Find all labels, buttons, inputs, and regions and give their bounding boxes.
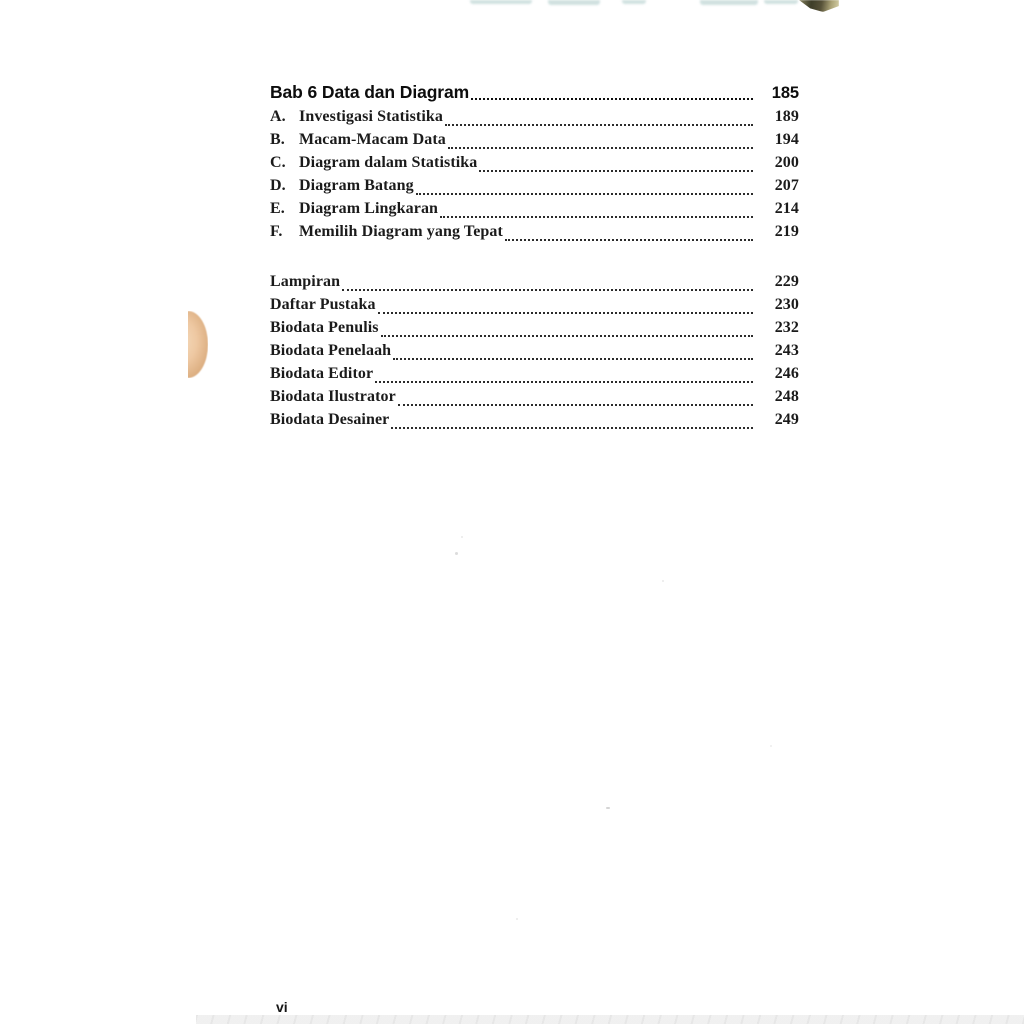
toc-chapter-row: [270, 82, 799, 106]
toc-backmatter-row: [270, 342, 799, 365]
item-label: Diagram dalam Statistika: [299, 154, 478, 171]
backmatter-page-number: 248: [774, 388, 799, 405]
toc-backmatter-row: [270, 365, 799, 388]
dot-leader: [445, 124, 753, 126]
backmatter-label: Daftar Pustaka: [270, 296, 376, 313]
item-page-number: 214: [774, 200, 799, 217]
dot-leader: [375, 381, 753, 383]
item-label: Investigasi Statistika: [299, 108, 443, 125]
toc-backmatter-row: [270, 273, 799, 296]
toc-item-row: [270, 223, 799, 246]
item-page-number: 194: [774, 131, 799, 148]
toc-backmatter-row: [270, 388, 799, 411]
top-edge-smudge: [548, 0, 600, 5]
dot-leader: [342, 289, 753, 291]
finger-artifact: [188, 311, 208, 378]
item-page-number: 200: [774, 154, 799, 171]
table-of-contents: [270, 82, 799, 434]
item-label: Diagram Lingkaran: [299, 200, 439, 217]
backmatter-label: Biodata Penelaah: [270, 342, 392, 359]
backmatter-label: Lampiran: [270, 273, 341, 290]
backmatter-page-number: 232: [774, 319, 799, 336]
finger-artifact-blob: [188, 311, 208, 378]
toc-item-row: [270, 131, 799, 154]
item-label: Memilih Diagram yang Tepat: [299, 223, 503, 240]
folio-page-number: vi: [276, 999, 288, 1015]
toc-item-row: [270, 108, 799, 131]
dot-leader: [378, 312, 753, 314]
dot-leader: [398, 404, 753, 406]
section-gap: [270, 246, 799, 273]
item-letter: B.: [270, 131, 285, 148]
dot-leader: [479, 170, 753, 172]
backmatter-label: Biodata Editor: [270, 365, 374, 382]
backmatter-page-number: 230: [774, 296, 799, 313]
backmatter-page-number: 229: [774, 273, 799, 290]
item-letter: C.: [270, 154, 286, 171]
chapter-page-number: 185: [771, 84, 799, 102]
item-page-number: 207: [774, 177, 799, 194]
backmatter-page-number: 249: [774, 411, 799, 428]
backmatter-page-number: 246: [774, 365, 799, 382]
toc-backmatter-row: [270, 411, 799, 434]
top-edge-smudge: [764, 0, 798, 4]
scan-speck: [516, 918, 518, 920]
dot-leader: [471, 98, 753, 100]
item-page-number: 189: [774, 108, 799, 125]
scan-speck: [662, 580, 664, 582]
dot-leader: [381, 335, 753, 337]
backmatter-label: Biodata Penulis: [270, 319, 379, 336]
backmatter-label: Biodata Desainer: [270, 411, 390, 428]
scan-speck: [770, 745, 772, 747]
dot-leader: [391, 427, 753, 429]
item-letter: F.: [270, 223, 283, 240]
scan-speck: [455, 552, 458, 555]
dot-leader: [448, 147, 753, 149]
toc-item-row: [270, 200, 799, 223]
dot-leader: [440, 216, 753, 218]
item-label: Macam-Macam Data: [299, 131, 446, 148]
backmatter-label: Biodata Ilustrator: [270, 388, 396, 405]
toc-backmatter-row: [270, 319, 799, 342]
item-page-number: 219: [774, 223, 799, 240]
item-letter: A.: [270, 108, 286, 125]
chapter-title: Bab 6 Data dan Diagram: [270, 82, 470, 102]
bottom-surface-band: [196, 1015, 1024, 1024]
top-edge-smudge: [700, 0, 758, 5]
item-label: Diagram Batang: [299, 177, 414, 194]
item-letter: D.: [270, 177, 286, 194]
toc-item-row: [270, 177, 799, 200]
toc-item-row: [270, 154, 799, 177]
scan-speck: [606, 807, 610, 809]
toc-backmatter-row: [270, 296, 799, 319]
item-letter: E.: [270, 200, 285, 217]
dot-leader: [416, 193, 753, 195]
top-edge-smudge: [622, 0, 646, 4]
page-corner-artifact: [799, 0, 839, 12]
top-edge-smudge: [470, 0, 532, 4]
dot-leader: [393, 358, 753, 360]
dot-leader: [505, 239, 753, 241]
scan-speck: [461, 536, 463, 538]
backmatter-page-number: 243: [774, 342, 799, 359]
